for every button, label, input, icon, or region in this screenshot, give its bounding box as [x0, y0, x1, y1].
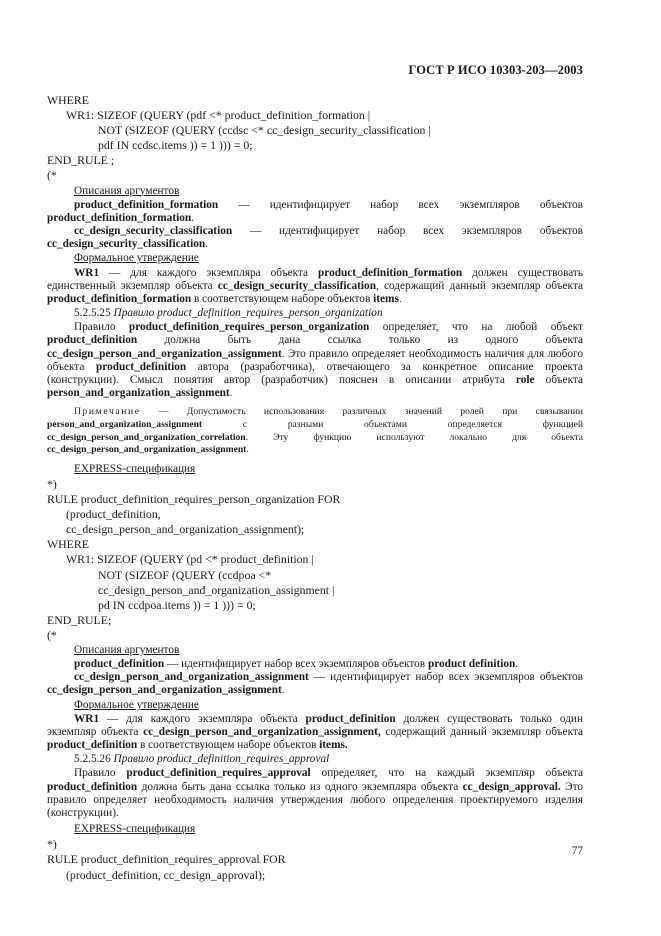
code-line: RULE product_definition_requires_person_organization FOR	[47, 492, 341, 507]
code-line: RULE product_definition_requires_approval FOR	[47, 852, 286, 867]
arguments-heading: Описания аргументов	[74, 184, 180, 197]
argument-description: product_definition — идентифицирует набор всех экземпляров объектов product definition.	[74, 658, 519, 671]
code-line: END_RULE ;	[47, 153, 115, 168]
code-line: *)	[47, 476, 57, 491]
code-line: WR1: SIZEOF (QUERY (pdf <* product_definition_formation |	[66, 108, 371, 123]
code-line: WR1: SIZEOF (QUERY (pd <* product_definition |	[66, 552, 314, 567]
note-label: Примечание	[74, 406, 141, 418]
term-ref: cc_design_security_classification	[47, 238, 206, 251]
argument-description: product_definition_formation — идентифицирует набор всех экземпляров объектов product_definition_formation.	[47, 198, 583, 224]
express-heading: EXPRESS-спецификация	[74, 462, 196, 475]
code-line: (product_definition,	[66, 507, 161, 522]
code-line: (product_definition, cc_design_approval);	[66, 867, 266, 882]
arguments-heading: Описания аргументов	[74, 643, 180, 656]
code-line: pdf IN ccdsc.items )) = 1 ))) = 0;	[98, 138, 253, 153]
code-line: END_RULE;	[47, 612, 112, 627]
express-heading: EXPRESS-спецификация	[74, 823, 196, 836]
code-line: (*	[47, 168, 57, 183]
section-title: 5.2.5.25 Правило product_definition_requires_person_organization	[74, 307, 383, 320]
section-title: 5.2.5.26 Правило product_definition_requires_approval	[74, 753, 330, 766]
code-line: pd IN ccdpoa.items )) = 1 ))) = 0;	[98, 597, 256, 612]
section-paragraph: Правило product_definition_requires_approval определяет, что на каждый экземпляр объекта product_definition должна быть дана ссылка только из одного экземпляра объекта cc_design_approval. Это правило определяет необходимость наличия утверждения любого определения проектируемого изделия (конструкции).	[47, 767, 584, 820]
code-line: (*	[47, 627, 57, 642]
page-content	[47, 93, 583, 883]
formal-statement-heading: Формальное утверждение	[74, 252, 199, 265]
section-paragraph: Правило product_definition_requires_person_organization определяет, что на любой объект product_definition должна быть дана ссылка только из одного объекта cc_design_person_and_organization_assignment. Это правило определяет необходимость наличия для любого объекта product_definition автора (разработчика), отвечающего за конкретное описание проекта (конструкции). Смысл понятия автор (разработчик) пояснен в описании атрибута role объекта person_and_organization_assignment.	[47, 321, 584, 400]
code-line: WHERE	[47, 93, 89, 107]
term-ref: product_definition_formation	[47, 211, 192, 224]
code-line: *)	[47, 837, 57, 852]
term: cc_design_security_classification	[74, 225, 233, 238]
code-line: NOT (SIZEOF (QUERY (ccdpoa <*	[98, 567, 272, 582]
page-number: 77	[571, 845, 583, 857]
formal-statement-heading: Формальное утверждение	[74, 698, 199, 711]
code-line: cc_design_person_and_organization_assignment);	[66, 522, 305, 537]
note: Примечание — Допустимость использования различных значений ролей при связывании person_and_organization_assignment с разными объектами определяется функцией cc_design_person_and_organization_correlation. Эту функцию используют локально для объекта cc_design_person_and_organization_assignment.	[47, 406, 583, 456]
code-line: NOT (SIZEOF (QUERY (ccdsc <* cc_design_security_classification |	[98, 123, 431, 138]
argument-description: cc_design_person_and_organization_assignment — идентифицирует набор всех экземпляров объектов cc_design_person_and_organization_assignment.	[47, 671, 583, 697]
term: product_definition_formation	[74, 198, 219, 211]
code-line: cc_design_person_and_organization_assignment |	[98, 582, 335, 597]
argument-description: cc_design_security_classification — идентифицирует набор всех экземпляров объектов cc_design_security_classification.	[47, 225, 583, 251]
document-page	[47, 0, 583, 936]
formal-statement: WR1 — для каждого экземпляра объекта product_definition должен существовать только один экземпляр объекта cc_design_person_and_organization_assignment, содержащий данный экземпляр объекта product_definition в соответствующем наборе объектов items.	[47, 712, 583, 752]
code-line: WHERE	[47, 537, 89, 552]
standard-header: ГОСТ Р ИСО 10303-203—2003	[408, 63, 583, 77]
formal-statement: WR1 — для каждого экземпляра объекта product_definition_formation должен существовать единственный экземпляр объекта cc_design_security_classification, содержащий данный экземпляр объекта product_definition_formation в соответствующем наборе объектов items.	[47, 266, 583, 305]
